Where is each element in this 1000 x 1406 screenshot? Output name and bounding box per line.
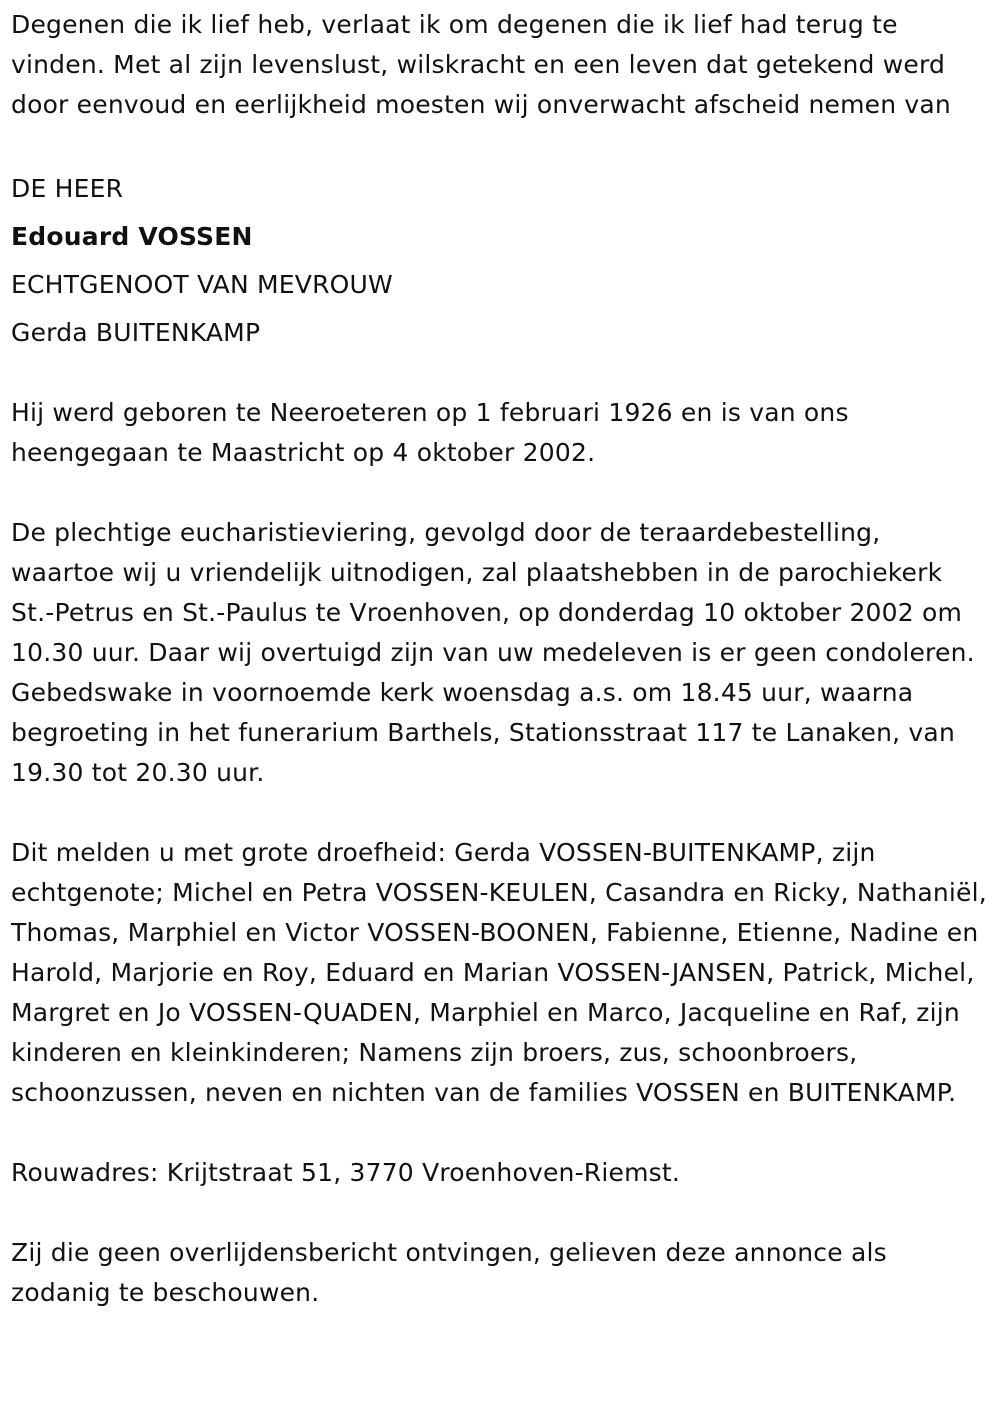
spacer	[11, 1113, 991, 1153]
spouse-label: ECHTGENOOT VAN MEVROUW	[11, 270, 393, 299]
spacer	[11, 473, 991, 513]
spacer	[11, 793, 991, 833]
spacer	[11, 125, 991, 165]
deceased-name-block	[11, 165, 991, 357]
deceased-name: Edouard VOSSEN	[11, 222, 253, 251]
birth-death-paragraph: Hij werd geboren te Neeroeteren op 1 februari 1926 en is van ons heengegaan te Maastricht op 4 oktober 2002.	[11, 398, 849, 467]
intro-paragraph: Degenen die ik lief heb, verlaat ik om degenen die ik lief had terug te vinden. Met al zijn levenslust, wilskracht en een leven dat getekend werd door eenvoud en eerlijkheid moesten wij onverwacht afscheid nemen van	[11, 10, 951, 119]
closing-paragraph: Zij die geen overlijdensbericht ontvingen, gelieven deze annonce als zodanig te beschouwen.	[11, 1238, 887, 1307]
spacer	[11, 1193, 991, 1233]
address-paragraph: Rouwadres: Krijtstraat 51, 3770 Vroenhoven-Riemst.	[11, 1158, 681, 1187]
spouse-name: Gerda BUITENKAMP	[11, 318, 261, 347]
ceremony-paragraph: De plechtige eucharistieviering, gevolgd door de teraardebestelling, waartoe wij u vriendelijk uitnodigen, zal plaatshebben in de parochiekerk St.-Petrus en St.-Paulus te Vroenhoven, op donderdag 10 oktober 2002 om 10.30 uur. Daar wij overtuigd zijn van uw medeleven is er geen condoleren. Gebedswake in voornoemde kerk woensdag a.s. om 18.45 uur, waarna begroeting in het funerarium Barthels, Stationsstraat 117 te Lanaken, van 19.30 tot 20.30 uur.	[11, 518, 975, 787]
title-line: DE HEER	[11, 174, 124, 203]
spacer	[11, 357, 991, 393]
obituary-document	[11, 5, 991, 1313]
family-paragraph: Dit melden u met grote droefheid: Gerda VOSSEN-BUITENKAMP, zijn echtgenote; Michel en Petra VOSSEN-KEULEN, Casandra en Ricky, Nathaniël, Thomas, Marphiel en Victor VOSSEN-BOONEN, Fabienne, Etienne, Nadine en Harold, Marjorie en Roy, Eduard en Marian VOSSEN-JANSEN, Patrick, Michel, Margret en Jo VOSSEN-QUADEN, Marphiel en Marco, Jacqueline en Raf, zijn kinderen en kleinkinderen; Namens zijn broers, zus, schoonbroers, schoonzussen, neven en nichten van de families VOSSEN en BUITENKAMP.	[11, 838, 987, 1107]
